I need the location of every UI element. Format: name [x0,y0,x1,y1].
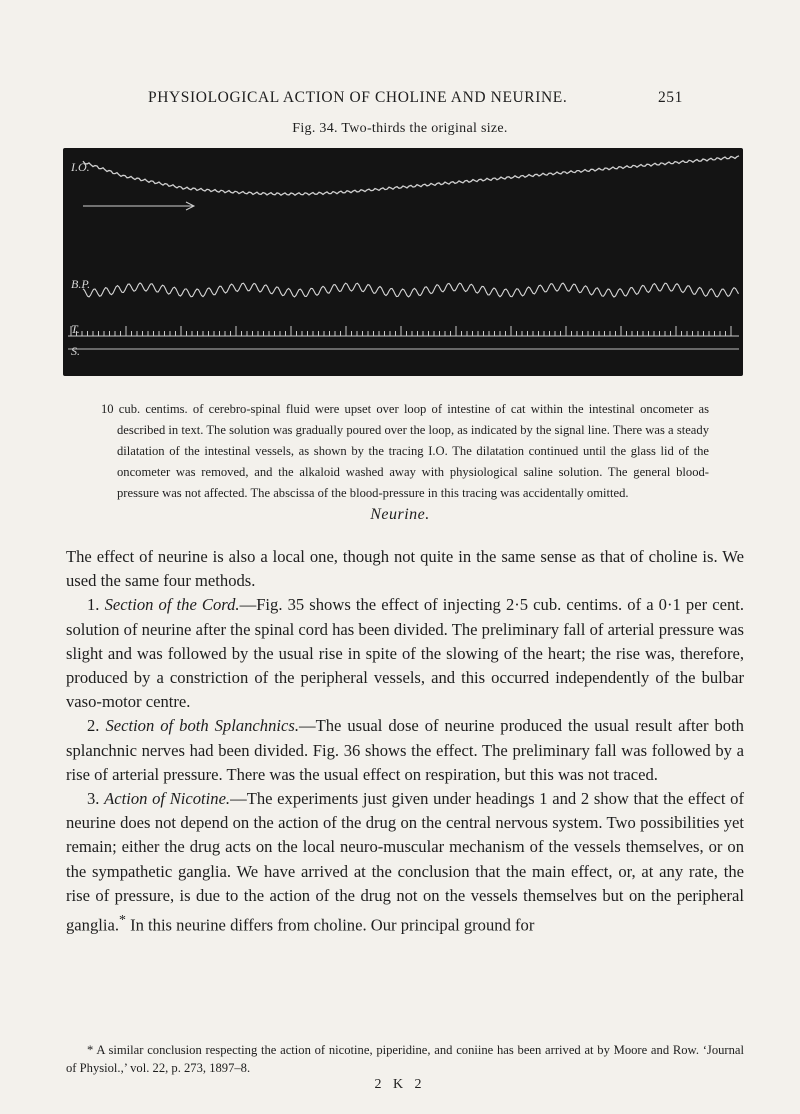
paragraph-3-heading: Action of Nicotine. [104,789,231,809]
figure-caption: Fig. 34. Two-thirds the original size. [292,121,508,136]
paragraph-intro: The effect of neurine is also a local one, though not quite in the same sense as that of choline is. We used the same four methods. [66,547,744,591]
paragraph-2-number: 2. [87,716,100,736]
paragraph-3-number: 3. [87,789,100,809]
blood-pressure-trace [83,283,739,297]
body-text [66,545,744,938]
footnote-marker: * [119,912,126,928]
kymograph-tracing [63,148,743,376]
tracing-svg [63,148,743,376]
footnote-text: * A similar conclusion respecting the action of nicotine, piperidine, and coniine has been arrived at by Moore and Row. ‘Journal of Physiol.,’ vol. 22, p. 273, 1897–8. [66,1043,744,1075]
t-label: T. [71,322,80,336]
oncometer-trace [83,156,739,195]
paragraph-1-number: 1. [87,595,100,615]
bp-label: B.P. [71,277,91,291]
time-trace [71,326,731,336]
paragraph-2-body: —The usual dose of neurine produced the usual result after both splanchnic nerves had been divided. Fig. 36 shows the effect. The preliminary fall was followed by a rise of arterial pressure. There was the usual effect on respiration, but this was not traced. [66,716,744,784]
running-head [148,89,683,107]
paragraph-3 [66,787,744,938]
running-title: PHYSIOLOGICAL ACTION OF CHOLINE AND NEURINE. [148,89,568,106]
s-label: S. [71,344,80,358]
footnote [66,1041,744,1077]
signature-mark: 2 K 2 [374,1077,426,1092]
page-number: 251 [657,89,683,106]
section-title: Neurine. [370,506,430,523]
paragraph-1-body: —Fig. 35 shows the effect of injecting 2·5 cub. centims. of a 0·1 per cent. solution of neurine after the spinal cord has been divided. The preliminary fall of arterial pressure was slight and was followed by the usual rise in spite of the slowing of the heart; the rise was, therefore, produced by a constriction of the peripheral vessels, and this occurred independently of the bulbar vaso-motor centre. [66,595,744,712]
paragraph-1 [66,593,744,714]
paragraph-1-heading: Section of the Cord. [104,595,240,615]
paragraph-2-heading: Section of both Splanchnics. [105,716,299,736]
io-label: I.O. [71,160,90,174]
paragraph-3-body: —The experiments just given under headings 1 and 2 show that the effect of neurine does not depend on the action of the drug on the central nervous system. Two possibilities yet remain; either the drug acts on the local neuro-muscular mechanism of the vessels themselves, or on the sympathetic ganglia. We have arrived at the conclusion that the main effect, or, at any rate, the rise of pressure, is due to the action of the drug not on the vessels themselves but on the peripheral ganglia. [66,789,744,935]
figure-description: 10 cub. centims. of cerebro-spinal fluid were upset over loop of intestine of cat within the intestinal oncometer as described in text. The solution was gradually poured over the loop, as indicated by the signal line. There was a steady dilatation of the intestinal vessels, as shown by the tracing I.O. The dilatation continued until the glass lid of the oncometer was removed, and the alkaloid washed away with physiological saline solution. The general blood-pressure was not affected. The abscissa of the blood-pressure in this tracing was accidentally omitted. [101,402,709,500]
paragraph-3-tail: In this neurine differs from choline. Our principal ground for [125,915,535,935]
paragraph-2 [66,714,744,787]
